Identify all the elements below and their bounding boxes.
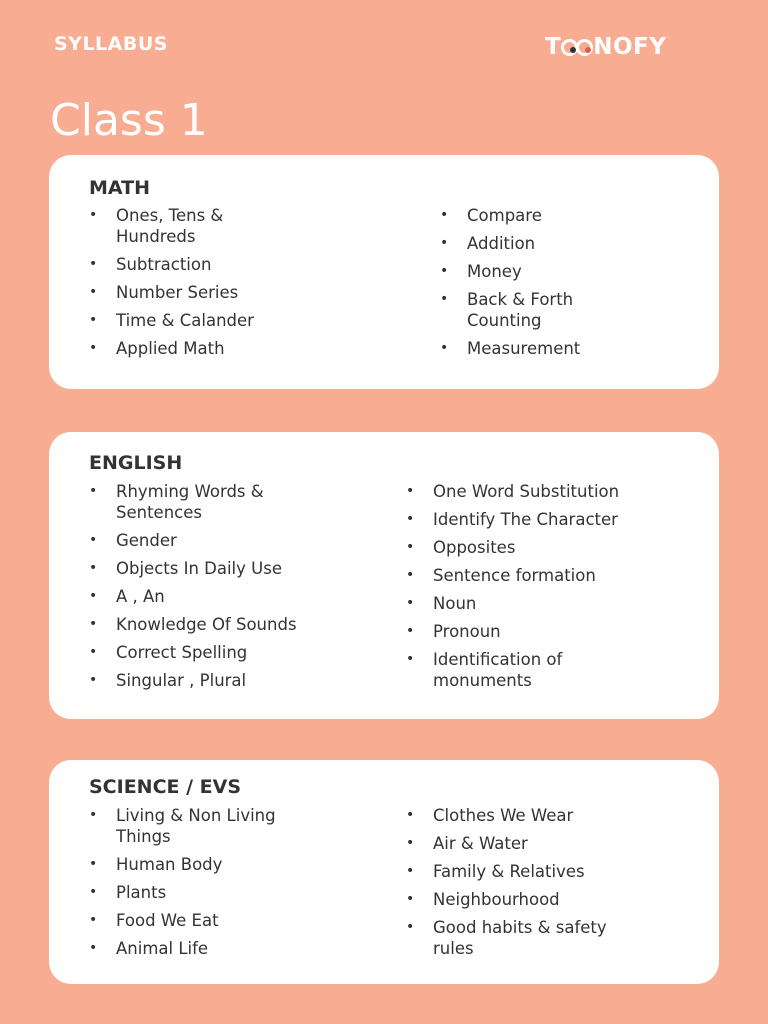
section-heading: SCIENCE / EVS bbox=[89, 776, 242, 798]
list-item: • Number Series bbox=[89, 282, 409, 303]
math-right-list bbox=[440, 205, 710, 366]
list-item: • Correct Spelling bbox=[89, 642, 389, 663]
list-item: • Neighbourhood bbox=[406, 889, 706, 910]
list-item: • Human Body bbox=[89, 854, 389, 875]
list-item: • Pronoun bbox=[406, 621, 706, 642]
logo-prefix: T bbox=[545, 34, 562, 60]
science-right-list bbox=[406, 805, 706, 966]
list-item: • Time & Calander bbox=[89, 310, 409, 331]
list-item: • Objects In Daily Use bbox=[89, 558, 389, 579]
list-item: • Identification of monuments bbox=[406, 649, 706, 691]
list-item: • A , An bbox=[89, 586, 389, 607]
page-title: Class 1 bbox=[50, 95, 208, 147]
science-left-list bbox=[89, 805, 389, 966]
list-item: • Money bbox=[440, 261, 710, 282]
logo-suffix: NOFY bbox=[593, 34, 667, 60]
math-left-list bbox=[89, 205, 409, 366]
list-item: • Singular , Plural bbox=[89, 670, 389, 691]
english-right-list bbox=[406, 481, 706, 698]
list-item: • Applied Math bbox=[89, 338, 409, 359]
list-item: • Knowledge Of Sounds bbox=[89, 614, 389, 635]
syllabus-label: SYLLABUS bbox=[54, 33, 168, 55]
list-item: • Food We Eat bbox=[89, 910, 389, 931]
list-item: • Gender bbox=[89, 530, 389, 551]
list-item: • Family & Relatives bbox=[406, 861, 706, 882]
list-item: • Identify The Character bbox=[406, 509, 706, 530]
list-item: • Animal Life bbox=[89, 938, 389, 959]
list-item: • Back & Forth Counting bbox=[440, 289, 710, 331]
section-heading: MATH bbox=[89, 177, 150, 199]
english-left-list bbox=[89, 481, 389, 698]
toonofy-logo bbox=[545, 34, 666, 60]
list-item: • Living & Non Living Things bbox=[89, 805, 389, 847]
list-item: • Addition bbox=[440, 233, 710, 254]
list-item: • Noun bbox=[406, 593, 706, 614]
list-item: • Rhyming Words & Sentences bbox=[89, 481, 389, 523]
eyes-icon bbox=[562, 39, 592, 56]
list-item: • Compare bbox=[440, 205, 710, 226]
list-item: • Sentence formation bbox=[406, 565, 706, 586]
list-item: • Ones, Tens & Hundreds bbox=[89, 205, 409, 247]
section-heading: ENGLISH bbox=[89, 452, 183, 474]
math-card bbox=[49, 155, 719, 389]
science-card bbox=[49, 760, 719, 984]
list-item: • Plants bbox=[89, 882, 389, 903]
list-item: • One Word Substitution bbox=[406, 481, 706, 502]
list-item: • Subtraction bbox=[89, 254, 409, 275]
list-item: • Good habits & safety rules bbox=[406, 917, 706, 959]
list-item: • Air & Water bbox=[406, 833, 706, 854]
english-card bbox=[49, 432, 719, 719]
list-item: • Measurement bbox=[440, 338, 710, 359]
list-item: • Clothes We Wear bbox=[406, 805, 706, 826]
list-item: • Opposites bbox=[406, 537, 706, 558]
